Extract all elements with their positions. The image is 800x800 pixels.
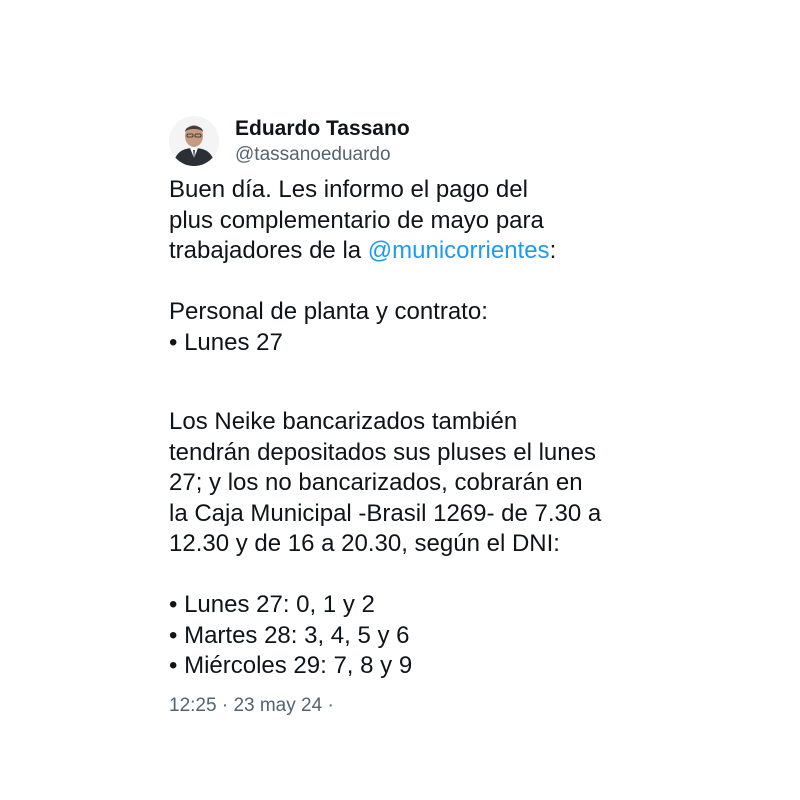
tweet-card <box>169 110 639 718</box>
neike-line: Los Neike bancarizados también <box>169 408 518 435</box>
neike-line: tendrán depositados sus pluses el lunes <box>169 438 596 466</box>
tweet-date[interactable]: 23 may 24 <box>233 694 323 716</box>
intro-line-3 <box>169 236 639 267</box>
mention-link[interactable]: @municorrientes <box>367 237 550 264</box>
author-name[interactable]: Eduardo Tassano <box>235 117 410 140</box>
tweet-header <box>169 110 639 174</box>
meta-separator: · <box>216 694 234 716</box>
neike-line: 12.30 y de 16 a 20.30, según el DNI: <box>169 530 560 557</box>
intro-line-1: Buen día. Les informo el pago del <box>169 176 528 203</box>
avatar[interactable] <box>169 116 219 166</box>
section-title: Personal de planta y contrato: <box>169 298 488 325</box>
list-item: • Martes 28: 3, 4, 5 y 6 <box>169 621 410 649</box>
meta-trailing: · <box>322 694 334 716</box>
schedule-list <box>169 590 639 682</box>
person-icon <box>169 116 219 166</box>
list-item: • Miércoles 29: 7, 8 y 9 <box>169 652 413 679</box>
neike-line: la Caja Municipal -Brasil 1269- de 7.30 a <box>169 499 602 527</box>
tweet-time[interactable]: 12:25 <box>169 694 217 716</box>
tweet-timestamp <box>169 694 639 718</box>
intro-paragraph <box>169 175 639 267</box>
staff-section <box>169 297 639 358</box>
tweet-text <box>169 175 639 682</box>
neike-line: 27; y los no bancarizados, cobrarán en <box>169 469 583 496</box>
intro-line-2: plus complementario de mayo para <box>169 206 544 234</box>
author-handle[interactable]: @tassanoeduardo <box>235 144 391 165</box>
author-info <box>235 116 410 168</box>
neike-paragraph <box>169 407 639 560</box>
list-item: • Lunes 27 <box>169 328 283 356</box>
list-item: • Lunes 27: 0, 1 y 2 <box>169 591 375 618</box>
intro-line-3-suffix: : <box>549 237 557 264</box>
intro-line-3-prefix: trabajadores de la <box>169 237 368 264</box>
